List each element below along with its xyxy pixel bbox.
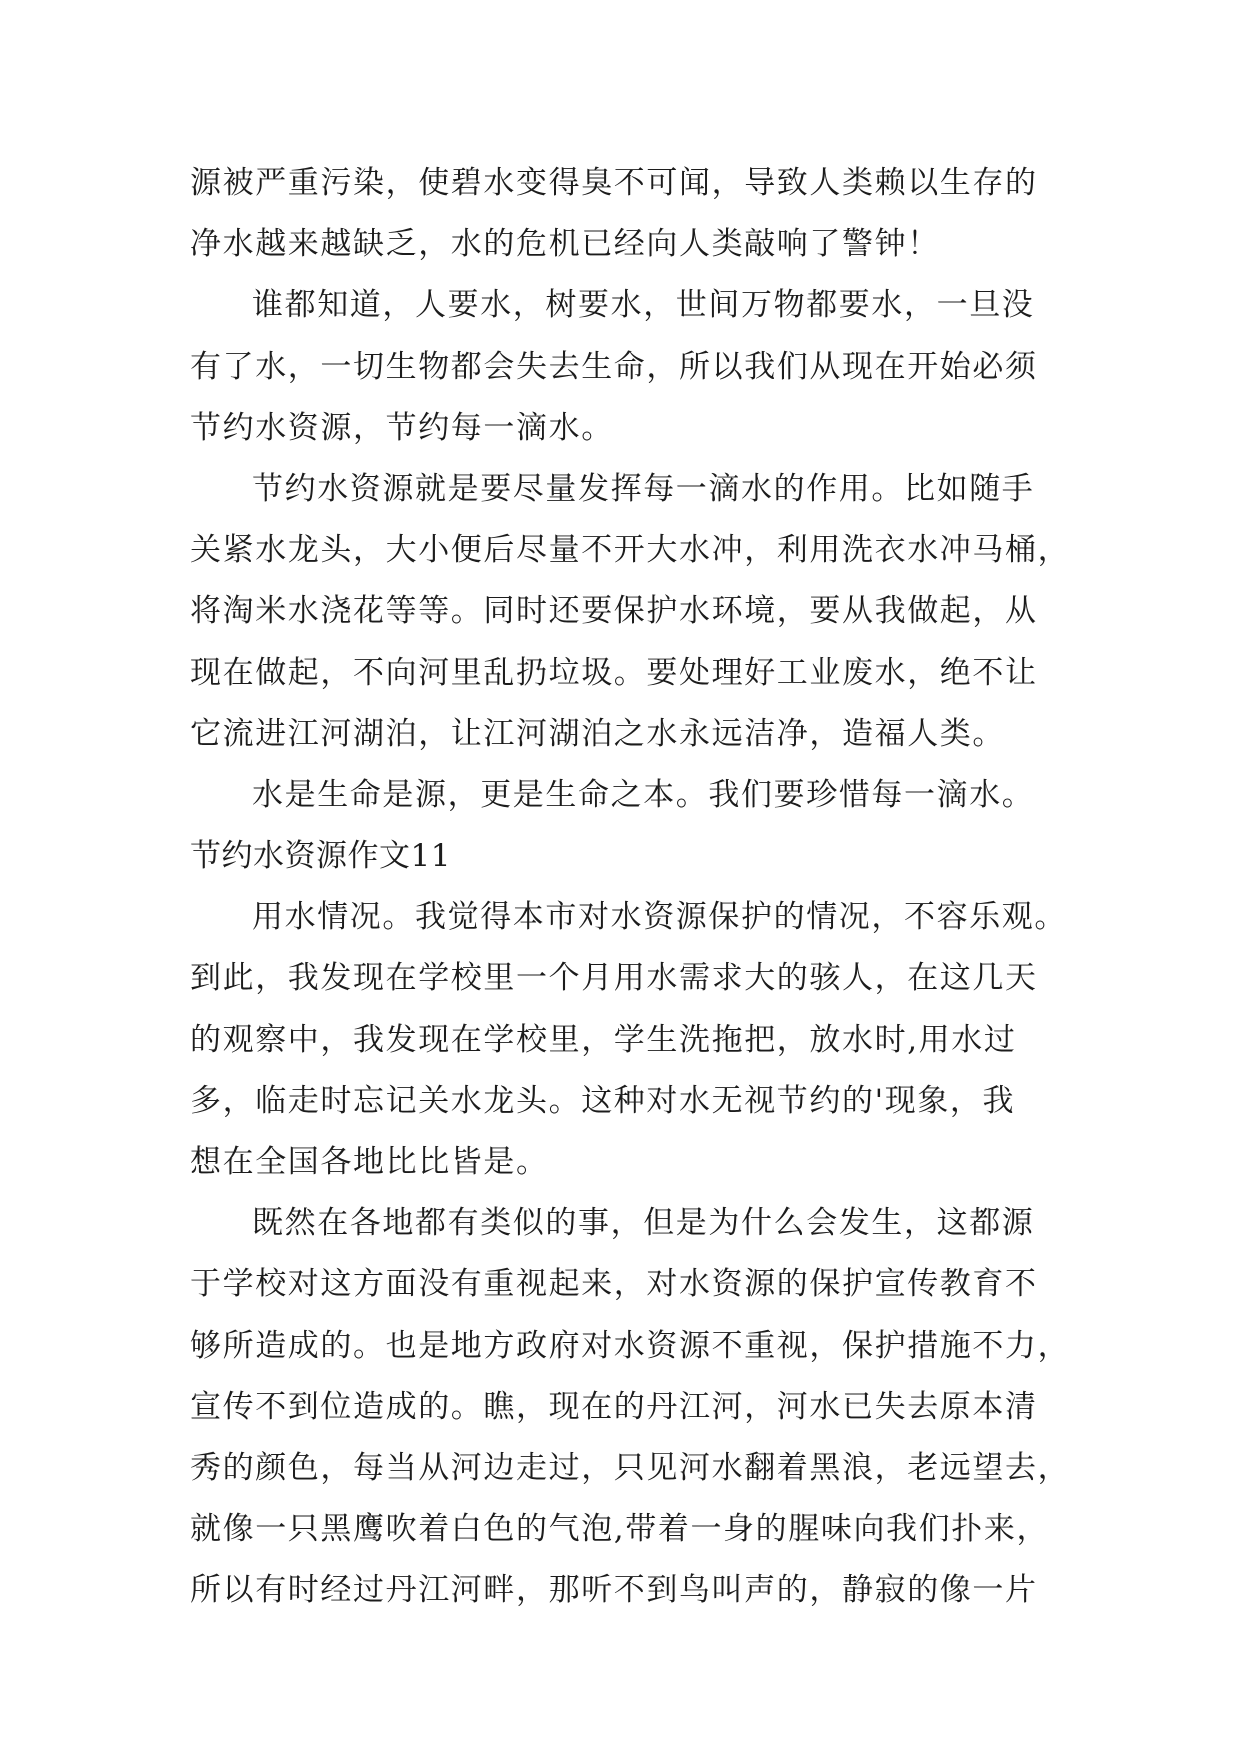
text-line: 节约水资源，节约每一滴水。 bbox=[190, 409, 614, 446]
text-line: 净水越来越缺乏，水的危机已经向人类敲响了警钟！ bbox=[190, 226, 940, 263]
text-line: 想在全国各地比比皆是。 bbox=[190, 1144, 549, 1180]
paragraph-start-line: 水是生命是源，更是生命之本。我们要珍惜每一滴水。 bbox=[252, 776, 1035, 813]
text-line: 够所造成的。也是地方政府对水资源不重视，保护措施不力， bbox=[190, 1327, 1071, 1364]
text-line: 所以有时经过丹江河畔，那听不到鸟叫声的，静寂的像一片 bbox=[190, 1572, 1038, 1609]
paragraph-start-line: 用水情况。我觉得本市对水资源保护的情况，不容乐观。 bbox=[252, 899, 1067, 936]
text-line: 现在做起，不向河里乱扔垃圾。要处理好工业废水，绝不让 bbox=[190, 654, 1038, 691]
paragraph-start-line: 节约水资源就是要尽量发挥每一滴水的作用。比如随手 bbox=[252, 470, 1035, 507]
text-line: 的观察中，我发现在学校里，学生洗拖把，放水时,用水过 bbox=[190, 1021, 1017, 1058]
text-line: 秀的颜色，每当从河边走过，只见河水翻着黑浪，老远望去， bbox=[190, 1449, 1071, 1486]
paragraph-start-line: 谁都知道，人要水，树要水，世间万物都要水，一旦没 bbox=[252, 287, 1035, 324]
text-line: 将淘米水浇花等等。同时还要保护水环境，要从我做起，从 bbox=[190, 593, 1038, 630]
text-line: 到此，我发现在学校里一个月用水需求大的骇人，在这几天 bbox=[190, 960, 1038, 997]
text-line: 于学校对这方面没有重视起来，对水资源的保护宣传教育不 bbox=[190, 1266, 1038, 1303]
text-line: 多，临走时忘记关水龙头。这种对水无视节约的'现象，我 bbox=[190, 1082, 1016, 1119]
essay-title: 节约水资源作文11 bbox=[190, 838, 451, 875]
text-line: 关紧水龙头，大小便后尽量不开大水冲，利用洗衣水冲马桶， bbox=[190, 532, 1071, 569]
text-line: 源被严重污染，使碧水变得臭不可闻，导致人类赖以生存的 bbox=[190, 165, 1038, 201]
text-line: 它流进江河湖泊，让江河湖泊之水永远洁净，造福人类。 bbox=[190, 715, 1005, 752]
text-line: 就像一只黑鹰吹着白色的气泡,带着一身的腥味向我们扑来， bbox=[190, 1511, 1050, 1548]
text-line: 宣传不到位造成的。瞧，现在的丹江河，河水已失去原本清 bbox=[190, 1388, 1038, 1425]
text-line: 有了水，一切生物都会失去生命，所以我们从现在开始必须 bbox=[190, 348, 1038, 385]
paragraph-start-line: 既然在各地都有类似的事，但是为什么会发生，这都源 bbox=[252, 1205, 1035, 1242]
essay-body bbox=[190, 153, 1070, 1622]
